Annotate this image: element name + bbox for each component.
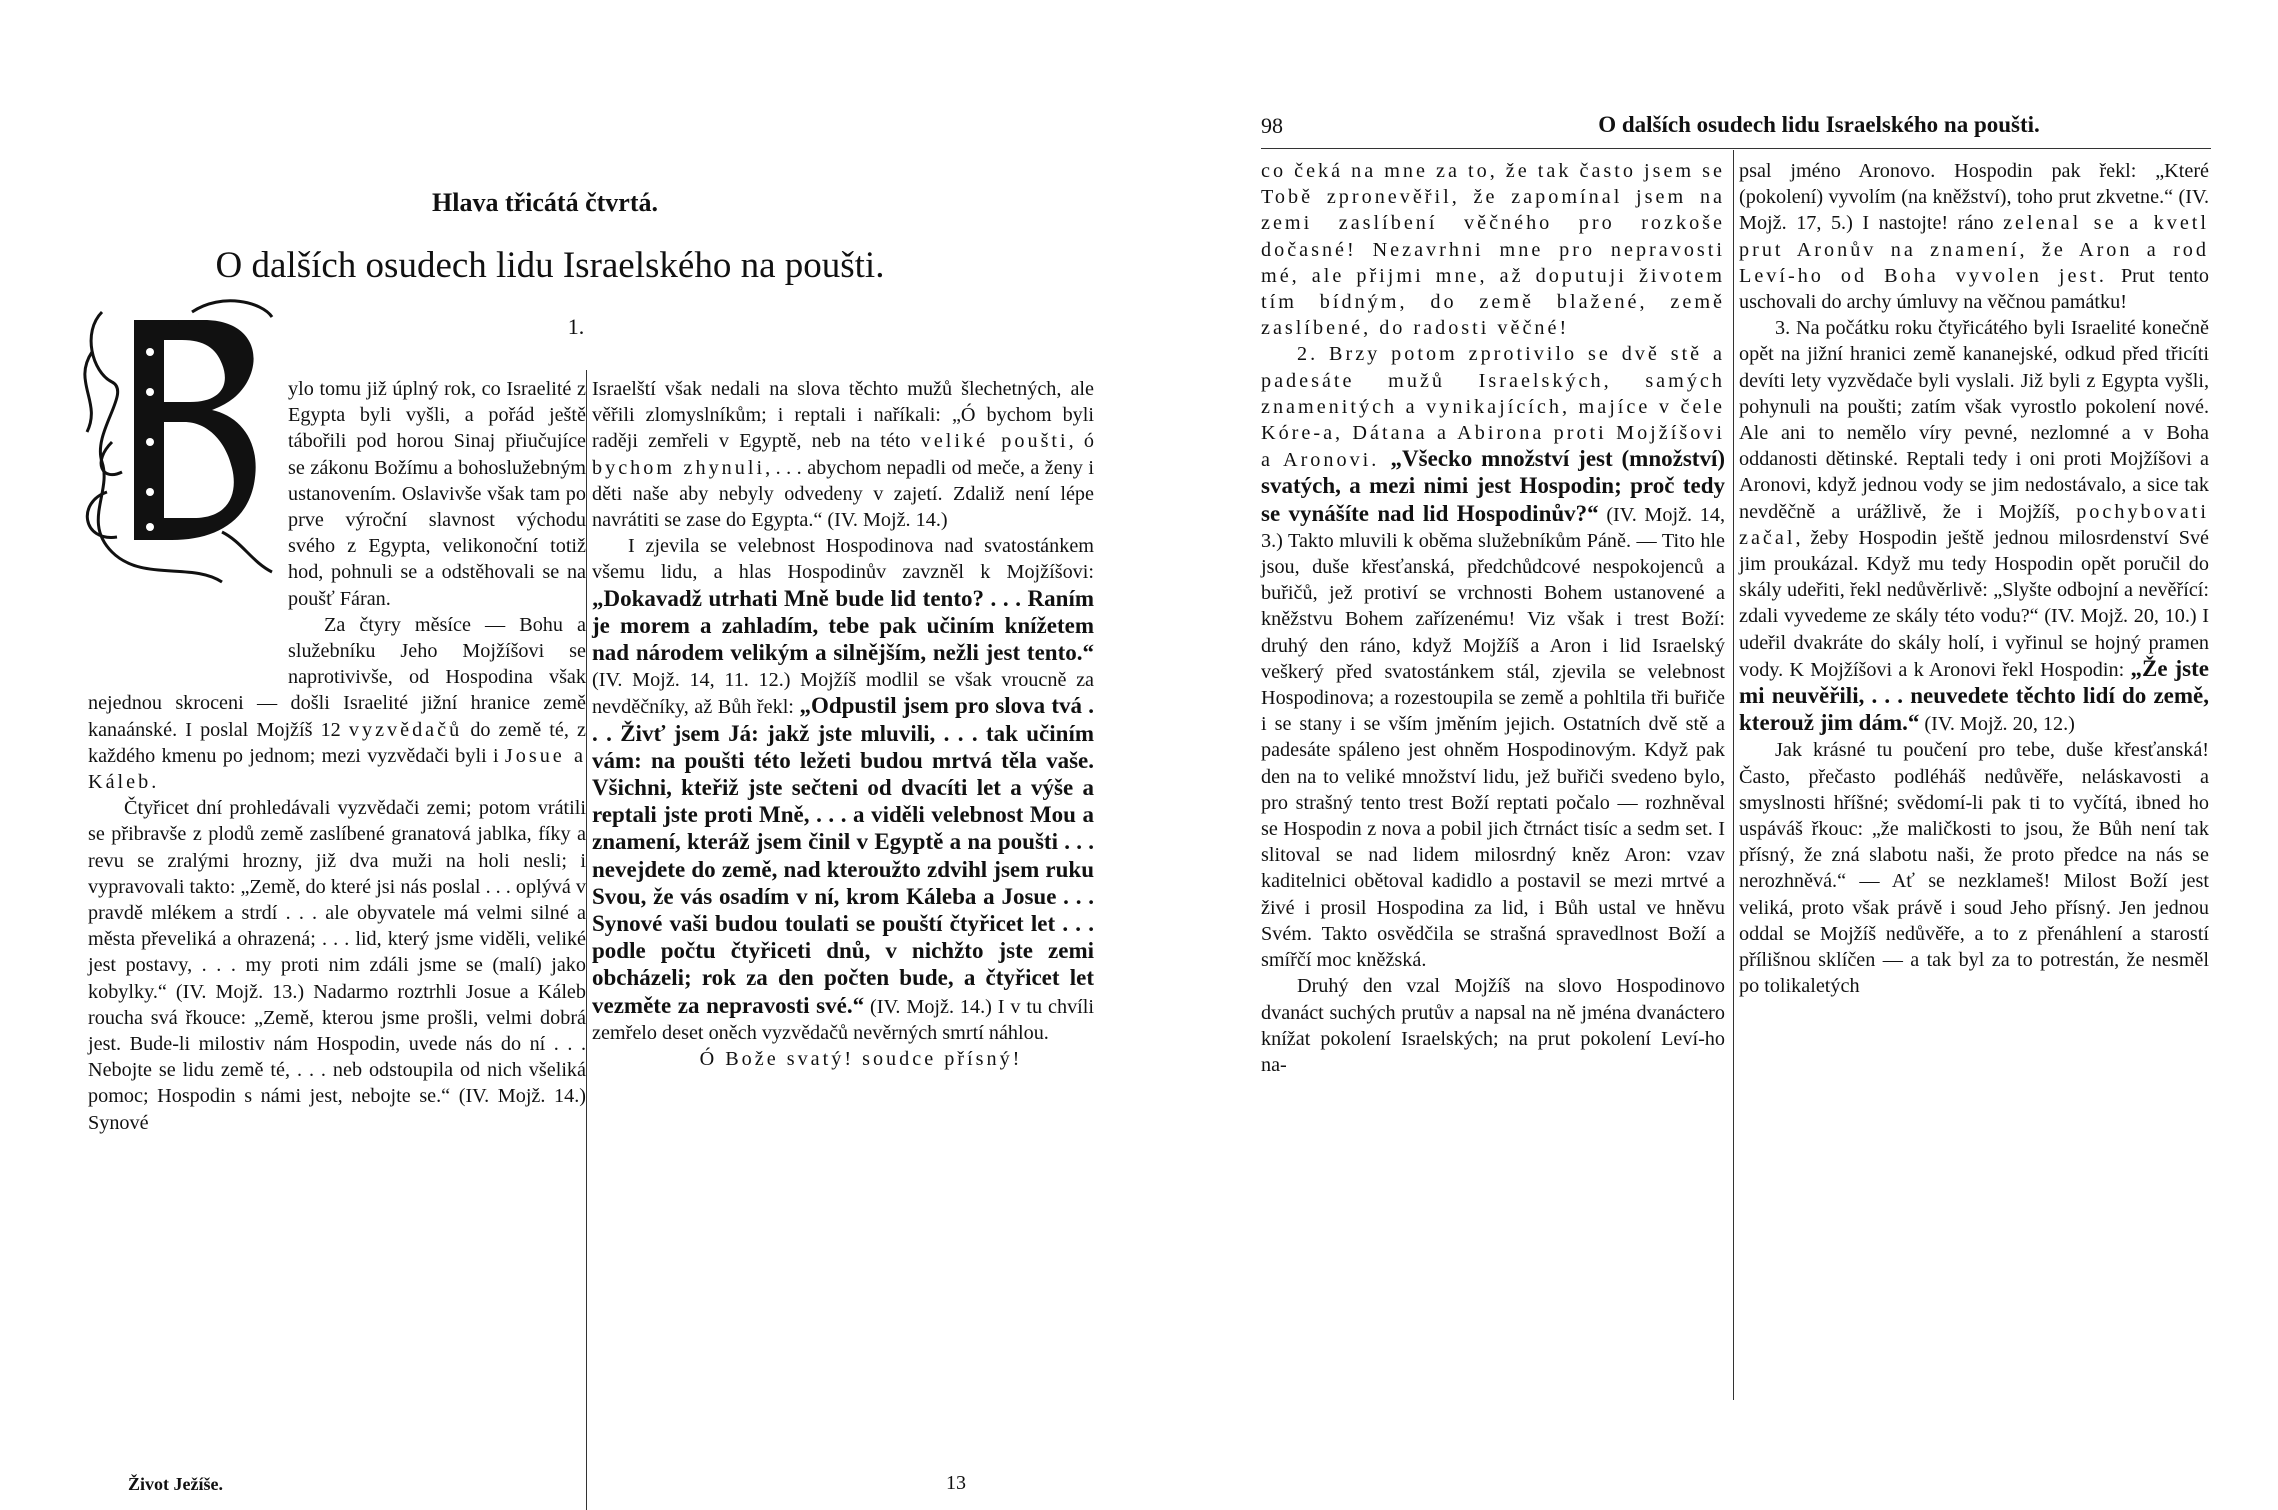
right-page xyxy=(1139,0,2278,1500)
chapter-title: O dalších osudech lidu Israelského na poušti. xyxy=(215,245,885,286)
right-page-column-1 xyxy=(1261,158,1725,1078)
paragraph: psal jméno Aronovo. Hospodin pak řekl: „Které (pokolení) vyvolím (na kněžství), toho prut zkvetne.“ (IV. Mojž. 17, 5.) I nastojte! ráno zelenal se a kvetl prut Aronův na znamení, že Aron a rod Leví-ho od Boha vyvolen jest. Prut tento uschovali do archy úmluvy na věčnou památku! xyxy=(1739,160,2209,314)
paragraph: Jak krásné tu poučení pro tebe, duše křesťanská! Často, přečasto podléháš nedůvěře, neláskavosti a smyslnosti hříšné; svědomí-li pak ti to vyčítá, ibned ho uspáváš řkouc: „že maličkosti to jsou, že Bůh není tak přísný, že zná slabotu naši, že proto předce na nás se nerozhněvá.“ — Ať se nezklameš! Milost Boží jest veliká, proto však právě i soud Jeho přísný. Jen jednou oddal se Mojžíš nedůvěře, a to z přenáhlení a starostí přílišnou sklíčen — a tak byl za to potrestán, že nesměl po tolikaletých xyxy=(1739,739,2209,998)
footer-book-title: Život Ježíše. xyxy=(128,1474,223,1494)
paragraph: 3. Na počátku roku čtyřicátého byli Israelité konečně opět na jižní hranici země kananejské, odkud před třicíti devíti lety vyzvědače byli vyslali. Již byli z Egypta vyšli, pohynuli na poušti; zatím však vyrostlo pokolení nové. Ale ani to nemělo víry pevné, nezlomné a v Boha oddanosti dětinské. Reptali tedy i oni proti Mojžíšovi a Aronovi, když jednou vody se jim nedostávalo, a sice tak nevděčně a urážlivě, že i Mojžíš, pochybovati začal, žeby Hospodin ještě jednou milosrdenství Své jim proukázal. Když mu tedy Hospodin opět poručil do skály udeřiti, řekl nedůvěrlivě: „Slyšte odbojní a nevěřící: zdali vyvedeme ze skály této vodu?“ (IV. Mojž. 20, 10.) I udeřil dvakráte do skály holí, i vyřinul se hojný pramen vody. K Mojžíšovi a k Aronovi řekl Hospodin: „Že jste mi neuvěřili, . . . neuvedete těchto lidí do země, kterouž jim dám.“ (IV. Mojž. 20, 12.) xyxy=(1739,317,2210,736)
paragraph: Israelští však nedali na slova těchto mužů šlechetných, ale věřili zlomyslníkům; i reptali i naříkali: „Ó bychom byli raději zemřeli v Egyptě, neb na této veliké poušti, ó bychom zhynuli, . . . abychom nepadli od meče, a ženy i děti naše aby nebyly odvedeny v zajetí. Zdaliž není lépe navrátiti se zase do Egypta.“ (IV. Mojž. 14.) xyxy=(592,378,1094,532)
left-page xyxy=(0,0,1139,1500)
paragraph: Ó Bože svatý! soudce přísný! xyxy=(699,1048,1023,1071)
page-number: 98 xyxy=(1261,113,1283,138)
paragraph: I zjevila se velebnost Hospodinova nad svatostánkem všemu lidu, a hlas Hospodinův zavzněl k Mojžíšovi: „Dokavadž utrhati Mně bude lid tento? . . . Raním je morem a zahladím, tebe pak učiním knížetem nad národem velikým a silnějším, nežli jest tento.“ (IV. Mojž. 14, 11. 12.) Mojžíš modlil se však vroucně za nevděčníky, až Bůh řekl: „Odpustil jsem pro slova tvá . . . Živť jsem Já: jakž jste mluvili, . . . tak učiním vám: na poušti této ležeti budou mrtvá těla vaše. Všichni, kteřiž jste sečteni od dvacíti let a výše a reptali jste proti Mně, . . . a viděli velebnost Mou a znamení, kteráž jsem činil v Egyptě a na poušti . . . nevejdete do země, nad kteroužto zdvihl jsem ruku Svou, že vás osadím v ní, krom Káleba a Josue . . . Synové vaši budou toulati se pouští čtyřicet let . . . podle počtu čtyřiceti dnů, v nichžto jste zemi obcházeli; rok za den počten bude, a čtyřicet let vezměte za nepravosti své.“ (IV. Mojž. 14.) I v tu chvíli zemřelo deset oněch vyzvědačů nevěrných smrtí náhlou. xyxy=(592,535,1095,1044)
paragraph: co čeká na mne za to, že tak často jsem se Tobě zpronevěřil, že zapomínal jsem na zemi zaslíbení věčného pro rozkoše dočasné! Nezavrhni mne pro nepravosti mé, ale přijmi mne, až doputuji životem tím bídným, do země blažené, země zaslíbené, do radosti věčné! xyxy=(1261,160,1725,340)
column-divider xyxy=(1733,150,1734,1400)
column-divider xyxy=(586,370,587,1510)
initial-float-space xyxy=(72,376,282,668)
svg-text:B: B xyxy=(178,324,179,325)
chapter-label: Hlava třicátá čtvrtá. xyxy=(432,188,658,217)
paragraph: Druhý den vzal Mojžíš na slovo Hospodinovo dvanáct suchých prutův a napsal na ně jména dvanáctero knížat pokolení Israelských; na prut pokolení Leví-ho na- xyxy=(1261,975,1725,1076)
left-page-column-2 xyxy=(592,376,1094,1072)
left-page-column-1 xyxy=(88,376,586,1136)
footer-signature-number: 13 xyxy=(946,1472,966,1494)
running-head: O dalších osudech lidu Israelského na poušti. xyxy=(1598,112,2040,137)
right-page-column-2 xyxy=(1739,158,2209,1000)
paragraph: Za čtyry měsíce — Bohu a služebníku Jeho Mojžíšovi se naprotivivše, od Hospodina však nejednou skroceni — došli Israelité jižní hranice země kanaánské. I poslal Mojžíš 12 vyzvědačů do země té, z každého kmenu po jednom; mezi vyzvědači byli i Josue a Káleb. xyxy=(88,613,586,794)
paragraph: 2. Brzy potom zprotivilo se dvě stě a padesáte mužů Israelských, samých znamenitých a vynikajících, majíce v čele Kóre-a, Dátana a Abirona proti Mojžíšovi a Aronovi. „Všecko množství jest (množství) svatých, a mezi nimi jest Hospodin; proč tedy se vynášíte nad lid Hospodinův?“ (IV. Mojž. 14, 3.) Takto mluvili k oběma služebníkům Páně. — Tito hle jsou, duše křesťanská, předchůdcové nespokojenců a buřičů, jež protiví se vrchnosti Bohem ustanovené a kněžstvu Bohem zařízenému! Viz však i trest Boží: druhý den ráno, když Mojžíš a Aron i lid Israelský veškerý před svatostánkem stál, zjevila se velebnost Hospodinova; a rozestoupila se země a pohltila tři buřiče i se stany i se vším jměním jejich. Ostatních dvě stě a padesáte spáleno jest ohněm Hospodinovým. Když pak den na to veliké množství lidu, jež buřiči svedeno bylo, pro strašný tento trest Boží reptati počalo — rozhněval se Hospodin z nova a pobil jich čtrnáct tisíc a sedm set. I slitoval se nad lidem milosrdný kněz Aron: vzav kaditelnici obětoval kadidlo a postavil se mezi mrtvé a živé i prosil Hospodina za lid, i Bůh ustal ve hněvu Svém. Takto osvědčila se strašná spravedlnost Boží a smířčí moc kněžská. xyxy=(1261,343,1725,972)
section-number: 1. xyxy=(567,314,585,339)
header-rule xyxy=(1261,148,2211,149)
paragraph: Čtyřicet dní prohledávali vyzvědači zemi; potom vrátili se přibravše z plodů země zaslíbené granatová jablka, fíky a revu se zralými hrozny, již dva muži na holi nesli; i vypravovali takto: „Země, do které jsi nás poslal . . . oplývá v pravdě mlékem a strdí . . . ale obyvatele má velmi silné a města převeliká a ohrazená; . . . lid, který jsme viděli, veliké jest postavy, . . . my proti nim zdáli jsme se (malí) jako kobylky.“ (IV. Mojž. 13.) Nadarmo roztrhli Josue a Káleb roucha svá řkouce: „Země, kterou jsme prošli, velmi dobrá jest. Bude-li milostiv nám Hospodin, uvede nás do ní . . . Nebojte se lidu země té, . . . neb odstoupila od nich všeliká pomoc; Hospodin s námi jest, nebojte se.“ (IV. Mojž. 14.) Synové xyxy=(88,797,586,1134)
paragraph: ylo tomu již úplný rok, co Israelité z Egypta byli vyšli, a pořád ještě tábořili pod horou Sinaj přiučujíce se zákonu Božímu a bohoslužebným ustanovením. Oslavivše však tam po prve výroční slavnost východu svého z Egypta, velikonoční totiž hod, pohnuli se a odstěhovali se na poušť Fáran. xyxy=(288,378,586,610)
